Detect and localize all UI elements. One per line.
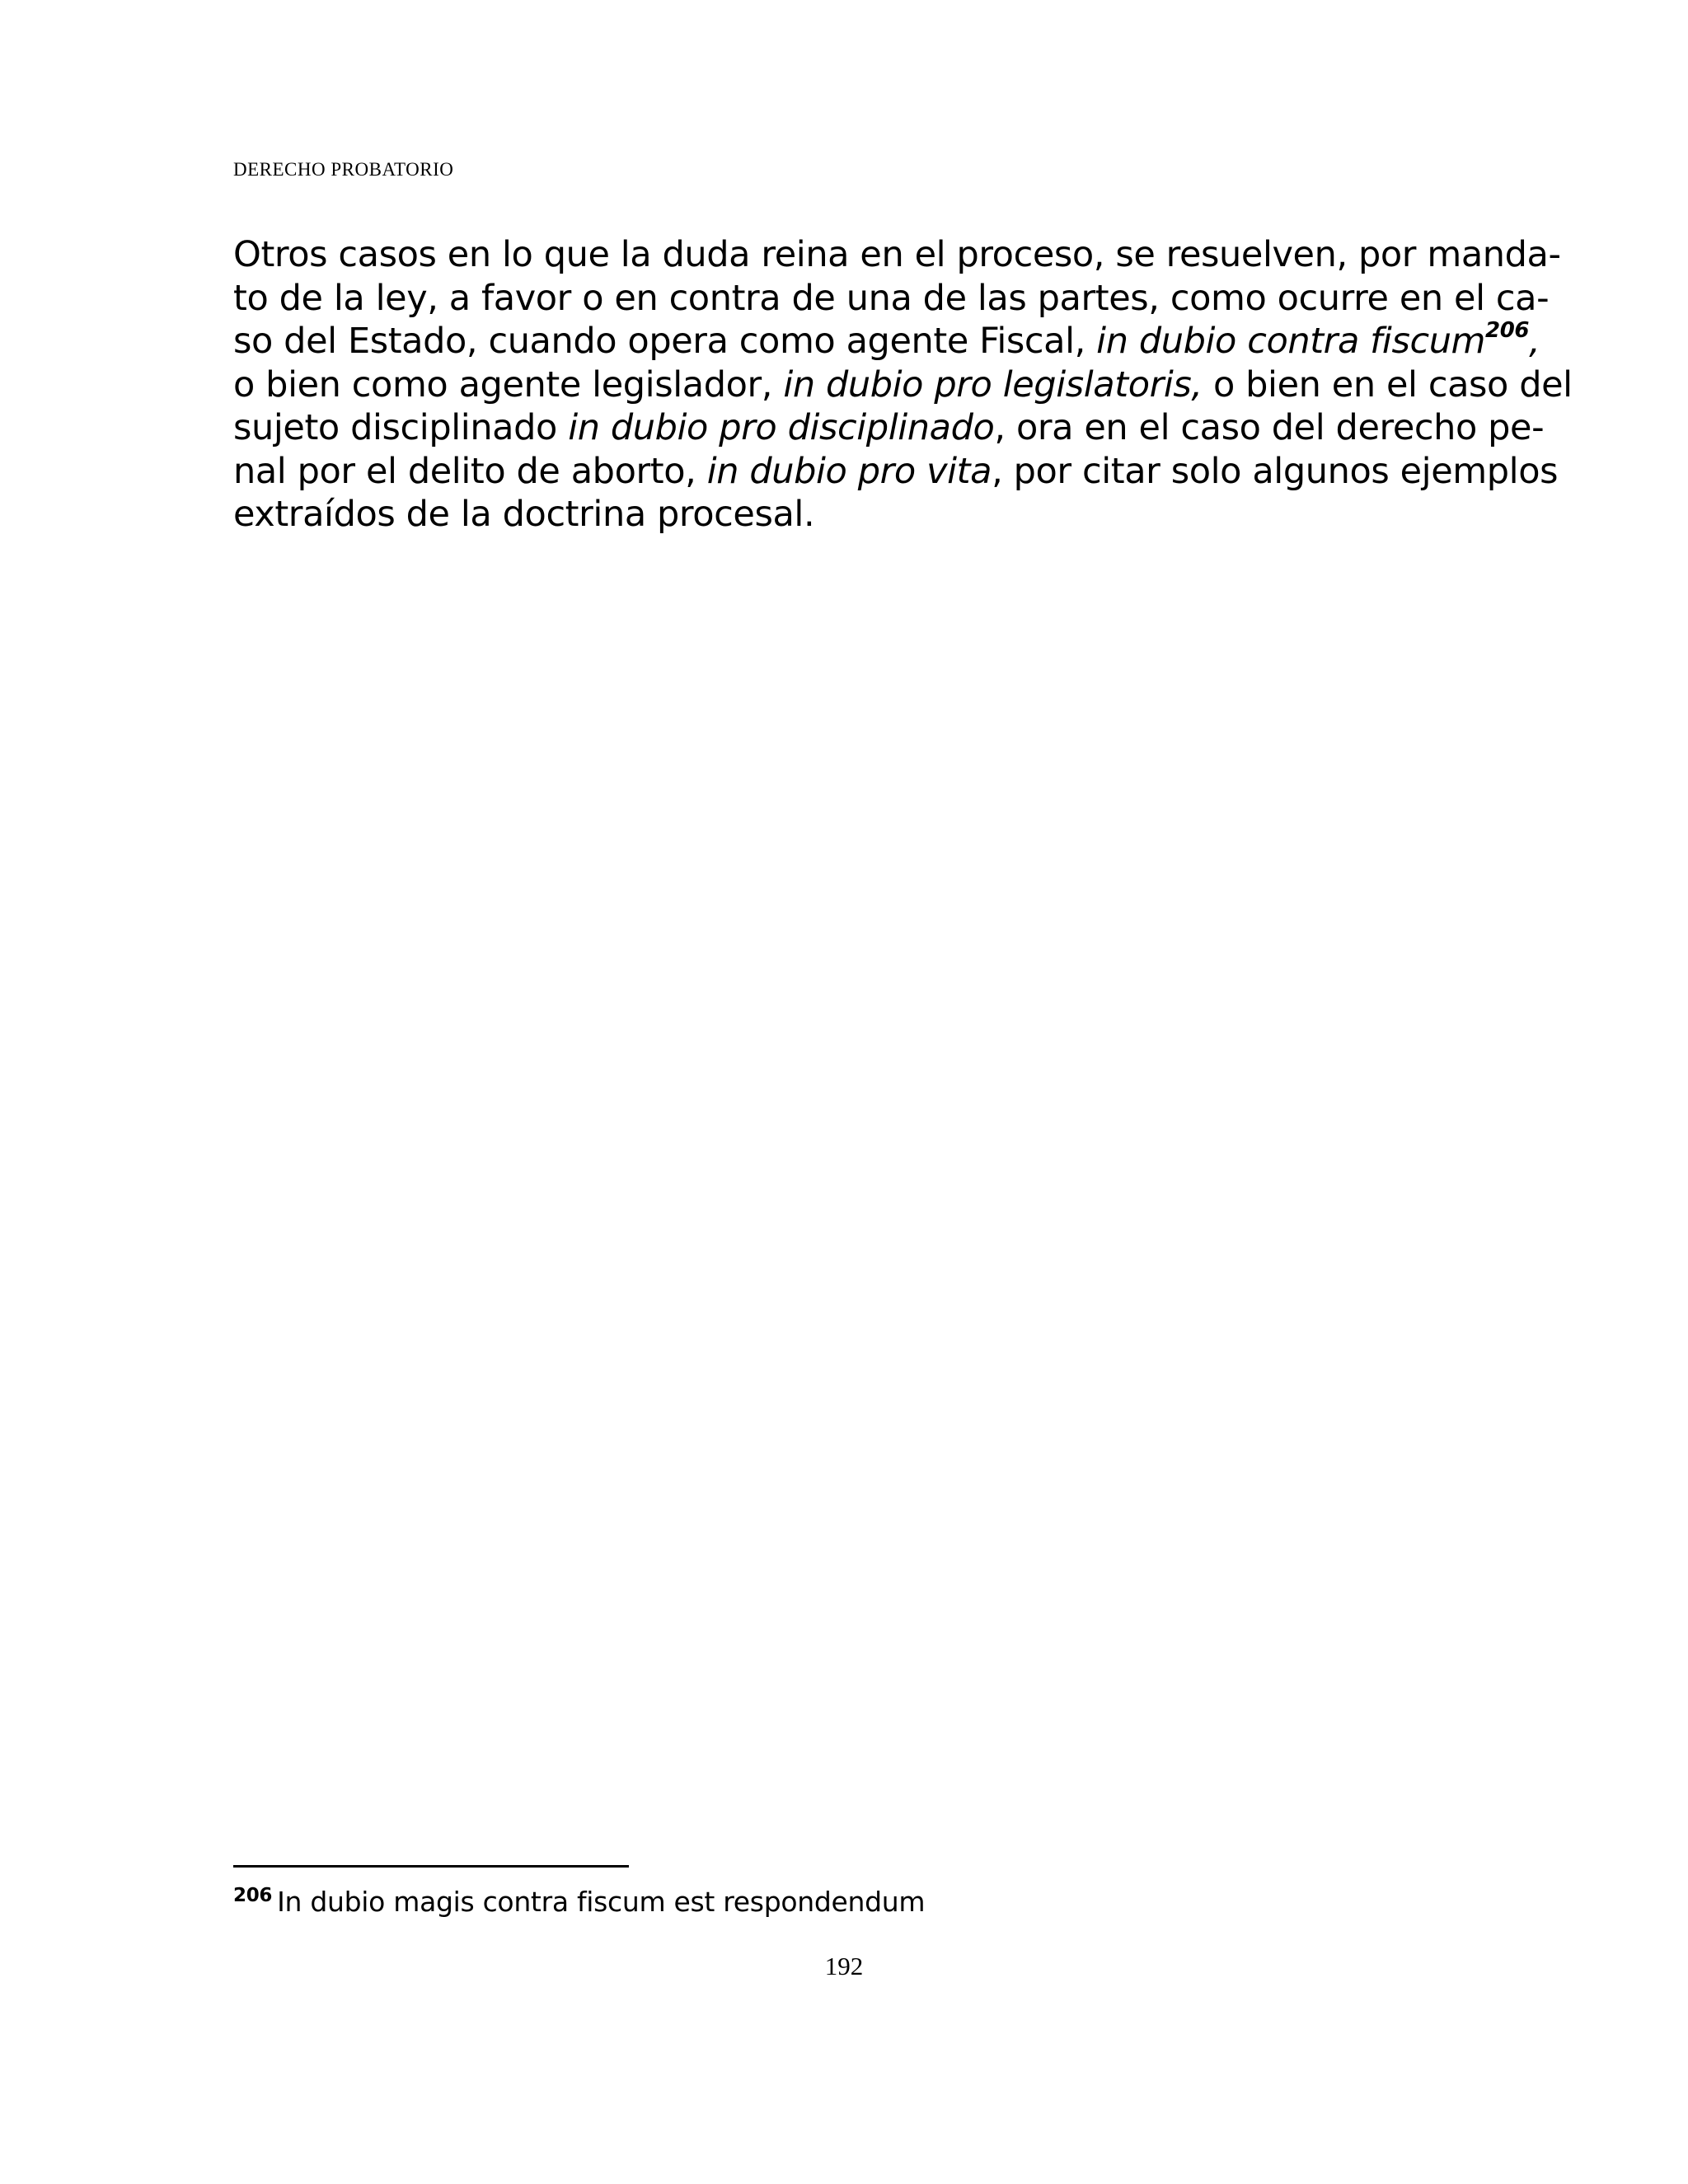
footnote xyxy=(233,1885,925,1918)
paragraph-line: sujeto disciplinado in dubio pro disciplinado, ora en el caso del derecho pe- xyxy=(233,407,1545,448)
paragraph-line: to de la ley, a favor o en contra de una de las partes, como ocurre en el ca- xyxy=(233,277,1550,319)
footnote-separator xyxy=(233,1865,629,1868)
paragraph-line: o bien como agente legislador, in dubio pro legislatoris, o bien en el caso del xyxy=(233,363,1573,405)
latin-phrase: in dubio contra fiscum xyxy=(1096,321,1486,362)
latin-phrase: in dubio pro vita xyxy=(706,450,992,492)
latin-phrase: in dubio pro disciplinado xyxy=(568,407,995,448)
paragraph-line: nal por el delito de aborto, in dubio pro vita, por citar solo algunos ejemplos xyxy=(233,450,1559,492)
page-number: 192 xyxy=(824,1952,864,1980)
paragraph-line: so del Estado, cuando opera como agente Fiscal, in dubio contra fiscum$^{206}$, xyxy=(233,318,1540,362)
running-header: DERECHO PROBATORIO xyxy=(233,159,454,180)
paragraph-line: Otros casos en lo que la duda reina en el proceso, se resuelven, por manda- xyxy=(233,234,1561,275)
body-paragraph xyxy=(233,233,1573,537)
paragraph-line: extraídos de la doctrina procesal. xyxy=(233,494,815,535)
footnote-number: 206 xyxy=(233,1885,273,1906)
footnote-reference[interactable]: 206 xyxy=(1485,318,1530,343)
latin-phrase: in dubio pro legislatoris, xyxy=(783,363,1203,405)
footnote-text: In dubio magis contra fiscum est respondendum xyxy=(277,1886,926,1918)
